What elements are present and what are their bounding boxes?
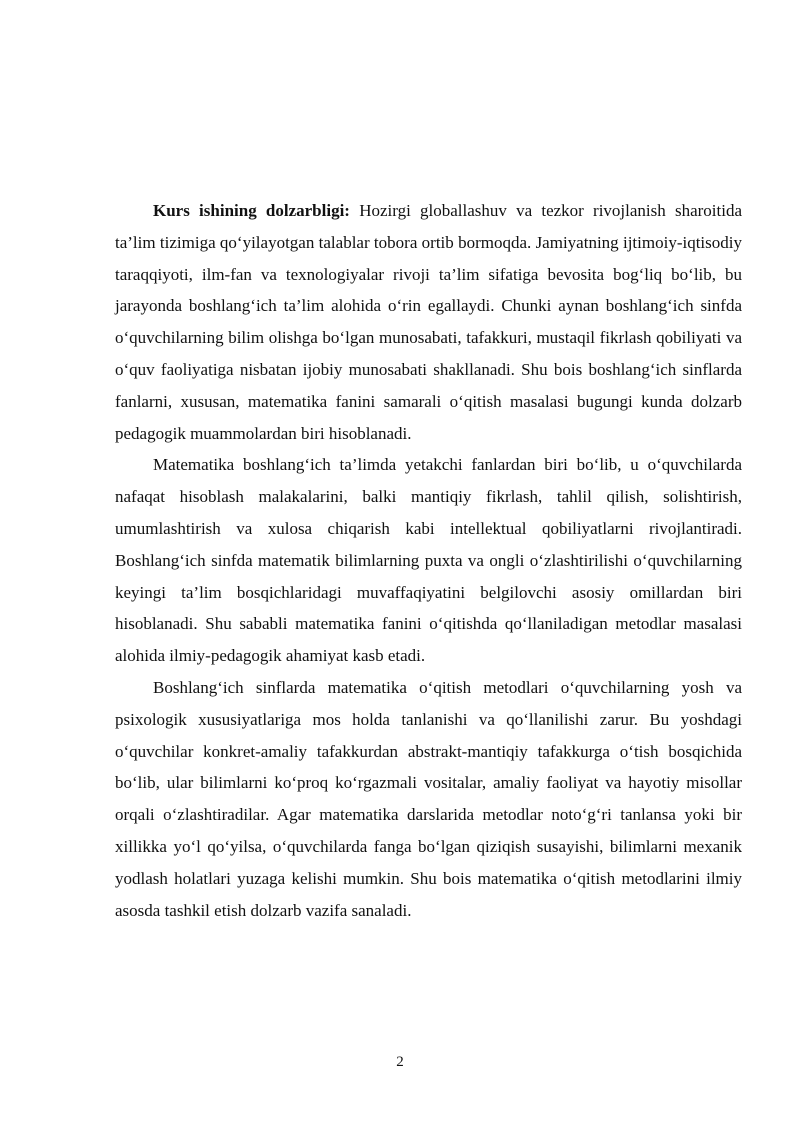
paragraph-teaching-methods: Boshlang‘ich sinflarda matematika o‘qitish metodlari o‘quvchilarning yosh va psixologik xususiyatlariga mos holda tanlanishi va qo‘llanilishi zarur. Bu yoshdagi o‘quvchilar konkret-amaliy tafakkurdan abstrakt-mantiqiy tafakkurga o‘tish bosqichida bo‘lib, ular bilimlarni ko‘proq ko‘rgazmali vositalar, amaliy faoliyat va hayotiy misollar orqali o‘zlashtiradilar. Agar matematika darslarida metodlar noto‘g‘ri tanlansa yoki bir xillikka yo‘l qo‘yilsa, o‘quvchilarda fanga bo‘lgan qiziqish susayishi, bilimlarni mexanik yodlash holatlari yuzaga kelishi mumkin. Shu bois matematika o‘qitish metodlarini ilmiy asosda tashkil etish dolzarb vazifa sanaladi. [115,677,742,920]
paragraph-relevance [115,195,742,449]
page-number: 2 [396,1054,404,1070]
paragraph-text: Hozirgi globallashuv va tezkor rivojlanish sharoitida ta’lim tizimiga qo‘yilayotgan talablar tobora ortib bormoqda. Jamiyatning ijtimoiy-iqtisodiy taraqqiyoti, ilm-fan va texnologiyalar rivoji ta’lim sifatiga bevosita bog‘liq bo‘lib, bu jarayonda boshlang‘ich ta’lim alohida o‘rin egallaydi. Chunki aynan boshlang‘ich sinfda o‘quvchilarning bilim olishga bo‘lgan munosabati, tafakkuri, mustaqil fikrlash qobiliyati va o‘quv faoliyatiga nisbatan ijobiy munosabati shakllanadi. Shu bois boshlang‘ich sinflarda fanlarni, xususan, matematika fanini samarali o‘qitish masalasi bugungi kunda dolzarb pedagogik muammolardan biri hisoblanadi. [115,201,743,443]
paragraph-mathematics-role: Matematika boshlang‘ich ta’limda yetakchi fanlardan biri bo‘lib, u o‘quvchilarda nafaqat hisoblash malakalarini, balki mantiqiy fikrlash, tahlil qilish, solishtirish, umumlashtirish va xulosa chiqarish kabi intellektual qobiliyatlarni rivojlantiradi. Boshlang‘ich sinfda matematik bilimlarning puxta va ongli o‘zlashtirilishi o‘quvchilarning keyingi ta’lim bosqichlaridagi muvaffaqiyatini belgilovchi asosiy omillardan biri hisoblanadi. Shu sababli matematika fanini o‘qitishda qo‘llaniladigan metodlar masalasi alohida ilmiy-pedagogik ahamiyat kasb etadi. [115,455,742,666]
section-heading: Kurs ishining dolzarbligi: [153,201,350,220]
page-body [115,195,742,926]
